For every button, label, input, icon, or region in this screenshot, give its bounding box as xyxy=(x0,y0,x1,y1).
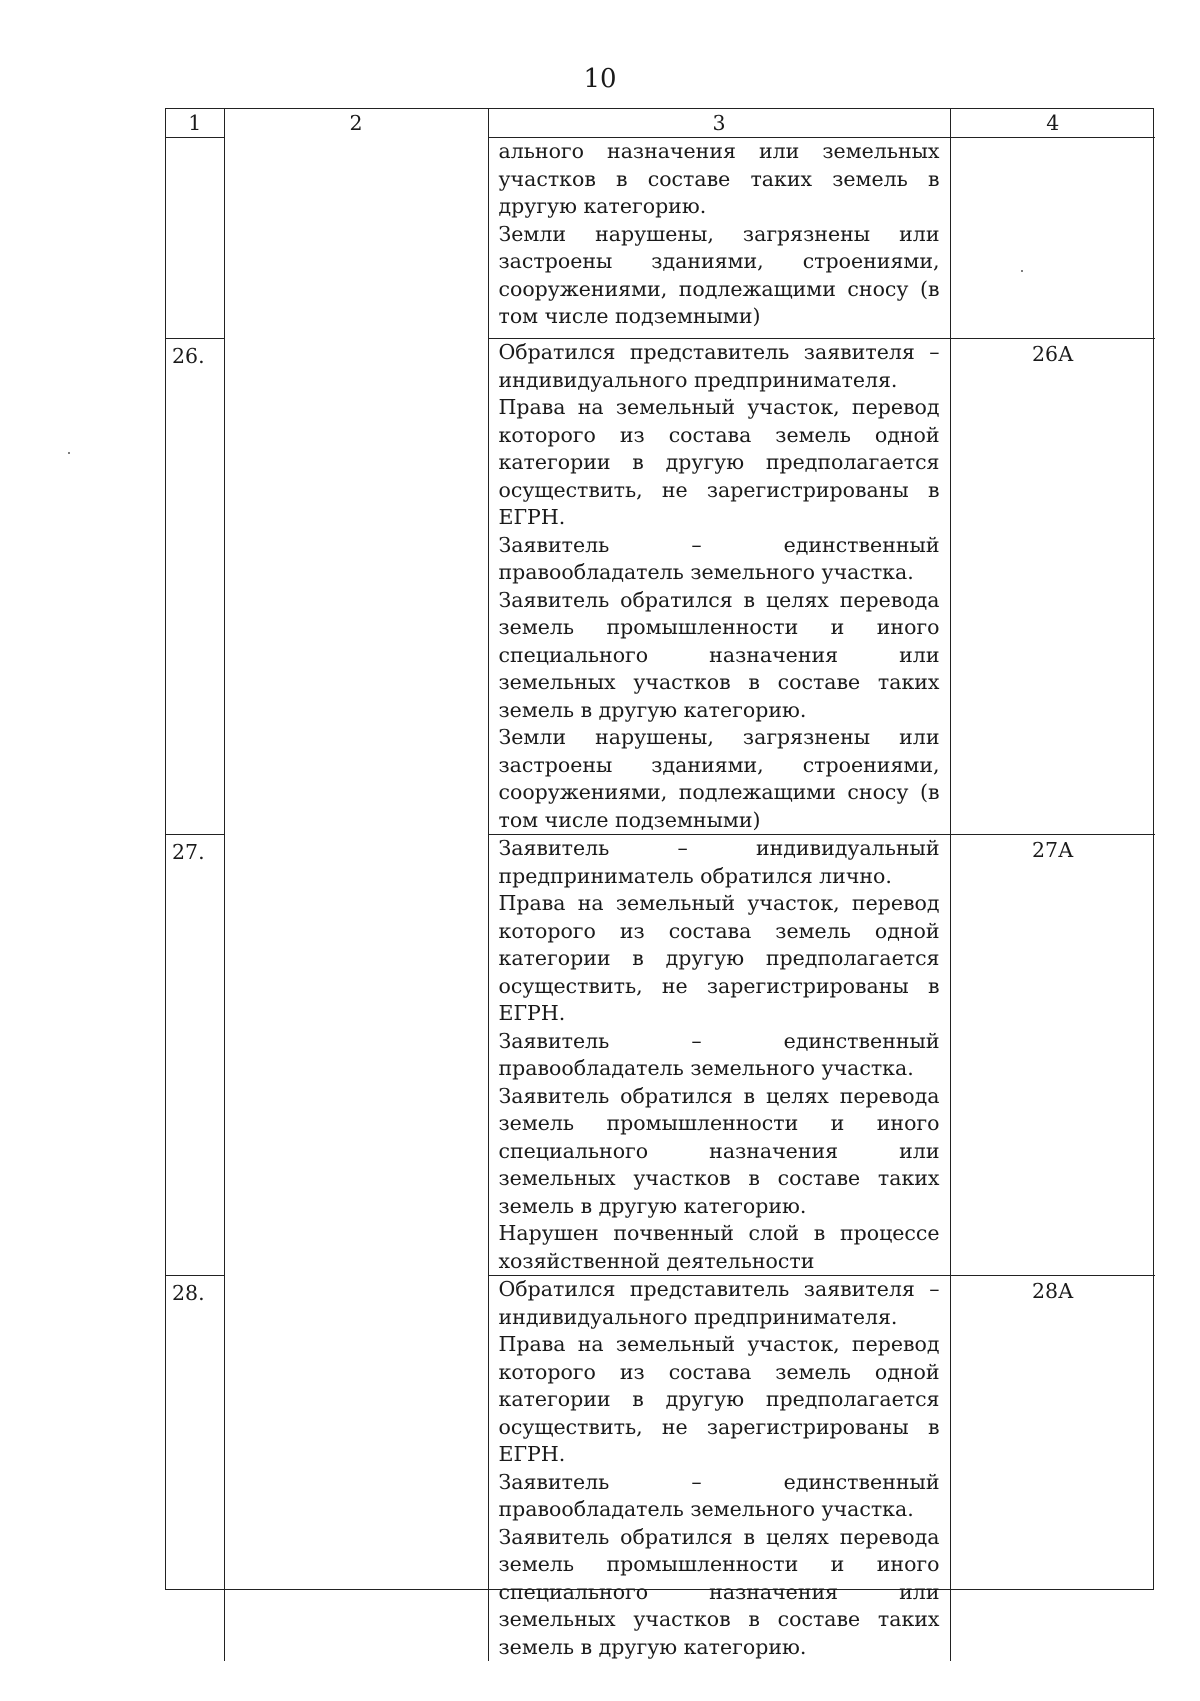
condition-paragraph: Обратился представитель заявителя – индивидуального предпринимателя. xyxy=(498,340,940,392)
page-number: 10 xyxy=(583,64,617,94)
variant-code: 27А xyxy=(950,835,1155,1276)
condition-cell xyxy=(488,138,950,339)
condition-paragraph: Заявитель – единственный правообладатель земельного участка. xyxy=(498,1028,940,1080)
condition-paragraph: Земли нарушены, загрязнены или застроены зданиями, строениями, сооружениями, подлежащими сносу (в том числе подземными) xyxy=(498,725,940,832)
condition-paragraph: Нарушен почвенный слой в процессе хозяйственной деятельности xyxy=(498,1221,940,1273)
table-row xyxy=(166,138,1155,339)
condition-paragraph: Заявитель обратился в целях перевода земель промышленности и иного специального назначения или земельных участков в составе таких земель в другую категорию. xyxy=(498,1083,940,1218)
condition-paragraph: Заявитель – единственный правообладатель земельного участка. xyxy=(498,532,940,584)
row-number: 27. xyxy=(166,835,224,1276)
document-table xyxy=(166,109,1155,1661)
document-table-frame xyxy=(165,108,1154,1659)
condition-paragraph: Заявитель обратился в целях перевода земель промышленности и иного специального назначения или земельных участков в составе таких земель в другую категорию. xyxy=(498,587,940,722)
condition-paragraph: Земли нарушены, загрязнены или застроены зданиями, строениями, сооружениями, подлежащими сносу (в том числе подземными) xyxy=(498,221,940,328)
row-number: 26. xyxy=(166,339,224,835)
condition-paragraph: Заявитель обратился в целях перевода земель промышленности и иного специального назначения или земельных участков в составе таких земель в другую категорию. xyxy=(498,1524,940,1659)
condition-paragraph: Права на земельный участок, перевод которого из состава земель одной категории в другую предполагается осуществить, не зарегистрированы в ЕГРН. xyxy=(498,395,940,529)
condition-paragraph: ального назначения или земельных участков в составе таких земель в другую категорию. xyxy=(498,139,940,218)
condition-paragraph: Обратился представитель заявителя – индивидуального предпринимателя. xyxy=(498,1277,940,1329)
variant-code xyxy=(950,138,1155,339)
condition-cell xyxy=(488,835,950,1276)
column-header: 3 xyxy=(488,109,950,138)
row-number xyxy=(166,138,224,339)
condition-paragraph: Заявитель – единственный правообладатель земельного участка. xyxy=(498,1469,940,1521)
table-header-row xyxy=(166,109,1155,138)
condition-paragraph: Права на земельный участок, перевод которого из состава земель одной категории в другую предполагается осуществить, не зарегистрированы в ЕГРН. xyxy=(498,1332,940,1466)
column-2-cell xyxy=(224,138,488,1662)
condition-cell xyxy=(488,1276,950,1662)
scan-speck xyxy=(68,452,70,454)
variant-code: 28А xyxy=(950,1276,1155,1662)
column-header: 4 xyxy=(950,109,1155,138)
condition-paragraph: Права на земельный участок, перевод которого из состава земель одной категории в другую предполагается осуществить, не зарегистрированы в ЕГРН. xyxy=(498,891,940,1025)
row-number: 28. xyxy=(166,1276,224,1662)
column-header: 1 xyxy=(188,111,202,135)
column-header: 2 xyxy=(224,109,488,138)
variant-code: 26А xyxy=(950,339,1155,835)
condition-cell xyxy=(488,339,950,835)
condition-paragraph: Заявитель – индивидуальный предприниматель обратился лично. xyxy=(498,836,940,888)
